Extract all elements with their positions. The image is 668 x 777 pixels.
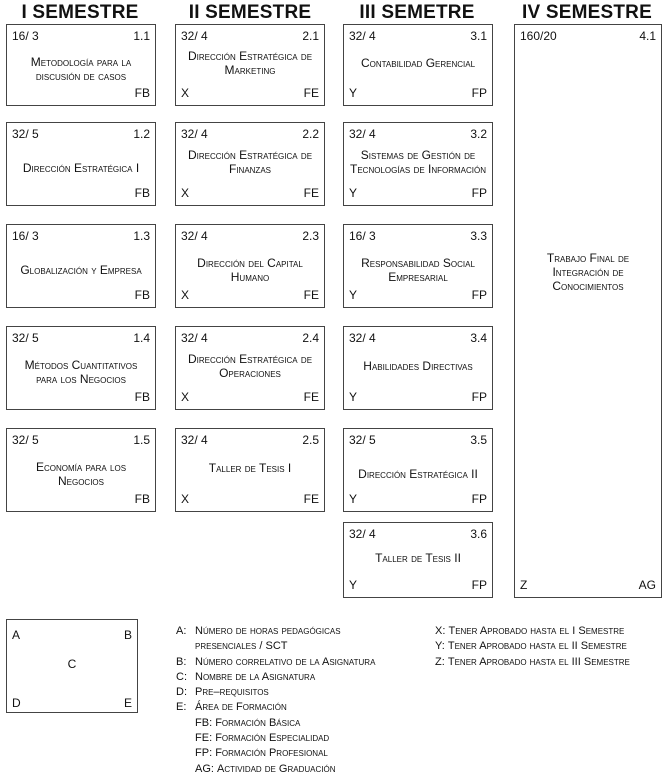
legend-text: Pre–requisitos [195, 686, 269, 699]
course-area: FE [303, 492, 319, 506]
course-card-3-1 [343, 24, 493, 106]
course-card-1-2 [6, 122, 156, 206]
course-name: Economía para los Negocios [35, 460, 127, 488]
course-code: 2.4 [302, 331, 319, 345]
course-name: Dirección Estratégica de Operaciones [187, 352, 313, 380]
course-card-4-1 [514, 24, 662, 598]
course-prereq: Z [520, 578, 528, 592]
course-hours: 32/ 4 [181, 229, 208, 243]
course-prereq: Y [349, 186, 358, 200]
course-hours: 32/ 4 [181, 127, 208, 141]
course-prereq: X [181, 186, 190, 200]
legend-item-a-cont [176, 639, 375, 654]
area-abbr: AG [195, 762, 211, 775]
course-card-1-3 [6, 224, 156, 308]
legend-item-b [176, 655, 375, 670]
area-text: Formación Básica [215, 716, 301, 729]
requirement-text: Tener Aprobado hasta el III Semestre [447, 655, 630, 668]
course-hours: 16/ 3 [12, 229, 39, 243]
course-prereq: Y [349, 578, 358, 592]
legend-area-fe: FE: Formación Especialidad [195, 732, 330, 745]
legend-box-b: B [123, 628, 132, 642]
course-name: Sistemas de Gestión de Tecnologías de Información [350, 148, 487, 176]
course-card-2-4 [175, 326, 325, 410]
requirement-key: Z [435, 655, 442, 668]
course-hours: 16/ 3 [12, 29, 39, 43]
semester-header-3: III SEMETRE [359, 2, 475, 23]
course-hours: 32/ 4 [349, 527, 376, 541]
course-card-3-4 [343, 326, 493, 410]
course-prereq: X [181, 390, 190, 404]
legend-box-c: C [67, 657, 77, 671]
semester-header-1: I SEMESTRE [21, 2, 139, 23]
course-area: FP [471, 492, 487, 506]
requirement-y: Y: Tener Aprobado hasta el II Semestre [435, 640, 627, 653]
area-abbr: FP [195, 747, 210, 760]
legend-list [176, 624, 375, 777]
legend-item-e [176, 700, 375, 715]
requirement-text: Tener Aprobado hasta el I Semestre [448, 625, 625, 637]
course-card-2-5 [175, 428, 325, 512]
course-name: Dirección Estratégica de Finanzas [187, 148, 313, 176]
course-code: 2.2 [302, 127, 319, 141]
semester-header-2: II SEMESTRE [188, 2, 312, 23]
legend-key: B: [176, 655, 187, 668]
course-code: 1.3 [133, 229, 150, 243]
course-name: Globalización y Empresa [20, 263, 142, 277]
course-area: FE [303, 390, 319, 404]
course-hours: 32/ 5 [349, 433, 376, 447]
legend-key: A: [176, 625, 187, 637]
course-code: 1.1 [133, 29, 150, 43]
course-card-2-3 [175, 224, 325, 308]
course-code: 2.5 [302, 433, 319, 447]
course-hours: 32/ 4 [349, 29, 376, 43]
course-card-2-1 [175, 24, 325, 106]
legend-box-a: A [12, 628, 21, 642]
course-area: FP [471, 578, 487, 592]
course-hours: 32/ 5 [12, 127, 39, 141]
requirements-list [435, 624, 630, 670]
course-card-3-5 [343, 428, 493, 512]
course-prereq: X [181, 288, 190, 302]
legend-text: Número correlativo de la Asignatura [195, 655, 376, 668]
legend-text: Área de Formación [195, 701, 287, 714]
course-area: FE [303, 288, 319, 302]
area-text: Actividad de Graduación [217, 762, 336, 775]
course-hours: 16/ 3 [349, 229, 376, 243]
course-area: AG [638, 578, 656, 592]
course-name: Dirección Estratégica II [358, 467, 478, 481]
requirement-key: Y [435, 640, 442, 653]
course-name: Taller de Tesis II [375, 551, 461, 565]
course-hours: 32/ 4 [181, 331, 208, 345]
legend-box-e: E [123, 696, 132, 710]
course-code: 3.5 [470, 433, 487, 447]
course-area: FP [471, 288, 487, 302]
area-text: Formación Profesional [215, 747, 328, 760]
course-hours: 32/ 4 [349, 331, 376, 345]
course-area: FB [134, 186, 150, 200]
legend-area-fp: FP: Formación Profesional [195, 747, 328, 760]
course-area: FE [303, 86, 319, 100]
course-hours: 32/ 5 [12, 433, 39, 447]
legend-text: Número de horas pedagógicas [195, 625, 341, 637]
course-area: FE [303, 186, 319, 200]
legend-text: presenciales / SCT [195, 640, 288, 653]
course-card-3-6 [343, 522, 493, 598]
course-area: FB [134, 86, 150, 100]
course-hours: 32/ 4 [181, 433, 208, 447]
course-code: 2.3 [302, 229, 319, 243]
requirement-z: Z: Tener Aprobado hasta el III Semestre [435, 655, 630, 668]
course-card-1-4 [6, 326, 156, 410]
requirement-x: X: Tener Aprobado hasta el I Semestre [435, 625, 625, 637]
legend-item-a [176, 624, 375, 639]
legend-key: D: [176, 686, 187, 699]
course-prereq: X [181, 492, 190, 506]
course-code: 3.3 [470, 229, 487, 243]
legend-box [6, 619, 138, 713]
course-area: FB [134, 288, 150, 302]
course-prereq: Y [349, 288, 358, 302]
legend-key: E: [176, 701, 187, 714]
requirement-text: Tener Aprobado hasta el II Semestre [447, 640, 627, 653]
legend-item-d [176, 685, 375, 700]
course-name: Habilidades Directivas [363, 359, 473, 373]
area-text: Formación Especialidad [215, 732, 330, 745]
course-card-1-1 [6, 24, 156, 106]
course-card-2-2 [175, 122, 325, 206]
course-card-3-2 [343, 122, 493, 206]
course-code: 1.2 [133, 127, 150, 141]
course-prereq: Y [349, 492, 358, 506]
course-card-3-3 [343, 224, 493, 308]
course-code: 3.1 [470, 29, 487, 43]
course-name: Dirección Estratégica I [22, 161, 140, 175]
course-name: Metodología para la discusión de casos [30, 55, 132, 83]
area-abbr: FE [195, 732, 210, 745]
course-code: 3.2 [470, 127, 487, 141]
course-name: Dirección del Capital Humano [197, 256, 303, 284]
course-area: FB [134, 492, 150, 506]
course-hours: 32/ 4 [181, 29, 208, 43]
course-hours: 160/20 [520, 29, 557, 43]
course-area: FP [471, 186, 487, 200]
course-name: Dirección Estratégica de Marketing [187, 49, 313, 77]
area-abbr: FB [195, 716, 210, 729]
course-code: 3.6 [470, 527, 487, 541]
legend-item-c [176, 670, 375, 685]
course-area: FB [134, 390, 150, 404]
course-area: FP [471, 86, 487, 100]
course-name: Métodos Cuantitativos para los Negocios [24, 358, 138, 386]
course-area: FP [471, 390, 487, 404]
legend-area-ag: AG: Actividad de Graduación [195, 762, 336, 775]
course-name: Responsabilidad Social Empresarial [361, 256, 475, 284]
course-code: 4.1 [639, 29, 656, 43]
legend-key: C: [176, 670, 187, 683]
course-code: 1.5 [133, 433, 150, 447]
course-name: Taller de Tesis I [208, 461, 292, 475]
course-code: 3.4 [470, 331, 487, 345]
semester-header-4: IV SEMESTRE [522, 2, 652, 23]
course-hours: 32/ 4 [349, 127, 376, 141]
course-name: Contabilidad Gerencial [360, 56, 476, 70]
course-card-1-5 [6, 428, 156, 512]
legend-area-fb: FB: Formación Básica [195, 716, 301, 729]
course-prereq: Y [349, 86, 358, 100]
course-code: 2.1 [302, 29, 319, 43]
course-prereq: Y [349, 390, 358, 404]
legend-box-d: D [12, 696, 21, 710]
course-prereq: X [181, 86, 190, 100]
requirement-key: X [435, 625, 443, 637]
legend-text: Nombre de la Asignatura [195, 670, 316, 683]
course-code: 1.4 [133, 331, 150, 345]
course-hours: 32/ 5 [12, 331, 39, 345]
course-name: Trabajo Final de Integración de Conocimientos [546, 251, 630, 293]
